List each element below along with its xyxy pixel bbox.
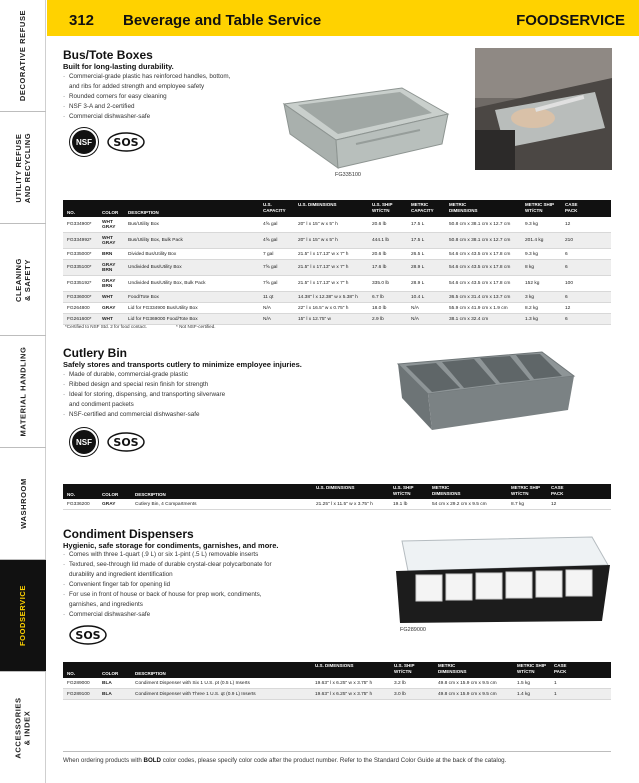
table-cell-no: FG261600* (67, 316, 92, 322)
table-cell-mdim: 50.8 cm x 38.1 cm x 12.7 cm (449, 238, 511, 243)
table-cell-no: FG334900* (67, 222, 92, 227)
table-cell-no: FG289000 (67, 680, 90, 686)
table-cell-dim: 20" l x 15" w x 5" h (298, 238, 338, 243)
column-header: U.S. DIMENSIONS (315, 663, 354, 668)
table-cell-mwt: 9.3 kg (525, 222, 539, 227)
table-cell-mdim: 38.1 cm x 32.4 cm (449, 316, 489, 322)
table-cell-wt: 19.1 lb (393, 501, 408, 507)
table-cell-pack: 1 (554, 691, 557, 697)
feature-item: and ribs for added strength and employee safety (69, 83, 205, 90)
column-header: NO. (67, 210, 76, 215)
feature-item: · NSF 3-A and 2-certified (63, 102, 230, 112)
page-number: 312 (69, 12, 95, 29)
table-cell-cap: 7⅝ gal (263, 281, 278, 286)
page-title: Beverage and Table Service (123, 12, 322, 29)
table-cell-mwt: 1.3 kg (525, 316, 539, 322)
condiment-dispenser-spec-table (63, 662, 611, 700)
table-cell-mdim: 54.6 cm x 43.5 cm x 17.8 cm (449, 265, 511, 270)
product-subtitle: Hygienic, safe storage for condiments, garnishes, and more. (63, 541, 279, 550)
table-cell-pack: 210 (565, 238, 574, 243)
column-header: METRIC DIMENSIONS (449, 202, 478, 213)
table-header (63, 662, 611, 678)
table-row (63, 217, 611, 233)
table-cell-desc: Bus/Utility Box, Bulk Pack (128, 238, 183, 243)
table-cell-color: BLA (102, 680, 112, 686)
table-cell-cap: 11 qt (263, 294, 274, 300)
table-cell-pack: 12 (565, 222, 571, 227)
feature-item: · Commercial dishwasher-safe (63, 112, 230, 122)
column-header: COLOR (102, 671, 119, 676)
table-cell-no: FG336200 (67, 501, 90, 507)
table-cell-dim: 21.5" l x 17.13" w x 7" h (298, 251, 349, 257)
table-cell-pack: 6 (565, 251, 568, 257)
column-header: DESCRIPTION (135, 492, 166, 497)
table-row (63, 233, 611, 249)
table-cell-desc: Lid for FG369000 Food/Tote Box (128, 316, 198, 322)
condiment-dispenser-image (388, 535, 614, 625)
table-cell-wt: 20.6 lb (372, 222, 387, 227)
column-header: METRIC SHIP WT/CTN (517, 663, 546, 674)
table-cell-cap: 4⅝ gal (263, 238, 278, 243)
table-cell-mcap: N/A (411, 316, 419, 322)
table-cell-desc: Cutlery Bin, 4 Compartments (135, 501, 197, 507)
table-row (63, 260, 611, 276)
table-cell-mcap: 17.5 L (411, 222, 425, 227)
cutlery-bin-image (392, 350, 578, 432)
column-header: U.S. DIMENSIONS (298, 202, 337, 207)
table-cell-color: GRAY (102, 501, 116, 507)
table-cell-desc: Undivided Bus/Utility Box (128, 265, 182, 270)
table-cell-color: GRAY BRN (102, 262, 116, 273)
column-header: METRIC SHIP WT/CTN (525, 202, 554, 213)
bus-box-spec-table (63, 200, 611, 325)
feature-item: garnishes, and ingredients (69, 601, 143, 608)
feature-list (63, 550, 272, 620)
table-cell-dim: 15" l x 12.75" w (298, 316, 332, 322)
table-cell-mdim: 49.8 cm x 15.9 cm x 9.5 cm (438, 691, 497, 697)
table-cell-mwt: 201.4 kg (525, 238, 544, 243)
table-cell-pack: 12 (551, 501, 557, 507)
column-header: METRIC DIMENSIONS (432, 485, 461, 496)
column-header: COLOR (102, 492, 119, 497)
table-cell-mdim: 55.9 cm x 41.9 cm x 1.9 cm (449, 305, 508, 311)
table-row (63, 303, 611, 314)
column-header: U.S. SHIP WT/CTN (372, 202, 393, 213)
table-cell-no: FG335192* (67, 281, 92, 286)
table-cell-mcap: N/A (411, 305, 419, 311)
table-cell-pack: 6 (565, 265, 568, 270)
feature-list (63, 370, 225, 420)
footnote: * Not NSF-certified. (176, 324, 216, 329)
feature-item: · Ideal for storing, dispensing, and transporting silverware (63, 390, 225, 400)
table-cell-mdim: 49.8 cm x 15.9 cm x 9.5 cm (438, 680, 497, 686)
sos-logo-icon (106, 131, 146, 153)
sos-logo-text: SOS (113, 136, 139, 149)
table-cell-mdim: 54 cm x 29.2 cm x 9.5 cm (432, 501, 487, 507)
feature-item: durability and ingredient identification (69, 571, 173, 578)
feature-item: · Commercial dishwasher-safe (63, 610, 272, 620)
table-cell-color: GRAY (102, 305, 116, 311)
cutlery-bin-spec-table (63, 484, 611, 510)
tab-washroom[interactable]: WASHROOM (0, 448, 46, 560)
feature-item: · Rounded corners for easy cleaning (63, 92, 230, 102)
feature-item: · Made of durable, commercial-grade plastic (63, 370, 225, 380)
feature-item: · Commercial-grade plastic has reinforced handles, bottom, (63, 72, 230, 82)
table-cell-mcap: 26.5 L (411, 251, 425, 257)
table-cell-mwt: 8.7 kg (511, 501, 525, 507)
feature-list (63, 72, 230, 122)
column-header: DESCRIPTION (128, 210, 159, 215)
column-header: METRIC SHIP WT/CTN (511, 485, 540, 496)
table-cell-cap: 7 gal (263, 251, 274, 257)
feature-item: and condiment packets (69, 401, 134, 408)
table-row (63, 499, 611, 510)
feature-item: · Convenient finger tab for opening lid (63, 580, 272, 590)
section-sidebar (0, 0, 46, 783)
table-cell-desc: Bus/Utility Box (128, 222, 159, 227)
nsf-certification-icon: NSF (70, 428, 98, 456)
table-cell-desc: Condiment Dispenser with Three 1 U.S. qt (0.9 L) Inserts (135, 691, 256, 697)
column-header: DESCRIPTION (135, 671, 166, 676)
table-cell-dim: 14.38" l x 12.38" w x 5.38" h (298, 294, 358, 300)
feature-item: · Ribbed design and special resin finish for strength (63, 380, 225, 390)
table-cell-dim: 21.5" l x 17.13" w x 7" h (298, 265, 349, 270)
table-row (63, 292, 611, 303)
feature-item: · NSF-certified and commercial dishwasher-safe (63, 410, 225, 420)
table-cell-mcap: 17.5 L (411, 238, 425, 243)
nsf-certification-icon: NSF (70, 128, 98, 156)
sos-logo-text: SOS (113, 436, 139, 449)
table-row (63, 249, 611, 260)
table-cell-mwt: 3 kg (525, 294, 535, 300)
table-header (63, 200, 611, 217)
tab-decorative-refuse[interactable]: DECORATIVE REFUSE (0, 0, 46, 112)
tab-accessories-index[interactable]: ACCESSORIES & INDEX (14, 696, 33, 759)
sos-logo-text: SOS (75, 629, 101, 642)
table-cell-dim: 19.63" l x 6.25" w x 3.75" h (315, 680, 373, 686)
table-cell-mcap: 28.9 L (411, 265, 425, 270)
table-cell-no: FG289100 (67, 691, 90, 697)
table-cell-color: WHT GRAY (102, 235, 116, 246)
column-header: CASE PACK (551, 485, 564, 496)
table-cell-mdim: 54.6 cm x 43.5 cm x 17.8 cm (449, 281, 511, 286)
table-cell-dim: 21.5" l x 17.13" w x 7" h (298, 281, 349, 286)
column-header: U.S. SHIP WT/CTN (394, 663, 415, 674)
table-cell-no: FG334992* (67, 238, 92, 243)
table-cell-mcap: 10.4 L (411, 294, 425, 300)
table-cell-pack: 6 (565, 316, 568, 322)
table-cell-wt: 20.6 lb (372, 251, 387, 257)
table-cell-mdim: 36.5 cm x 31.4 cm x 13.7 cm (449, 294, 511, 300)
table-cell-wt: 335.0 lb (372, 281, 390, 286)
table-cell-mdim: 50.8 cm x 38.1 cm x 12.7 cm (449, 222, 511, 227)
table-cell-dim: 19.63" l x 6.25" w x 3.75" h (315, 691, 373, 697)
table-cell-color: WHT (102, 294, 113, 300)
table-cell-wt: 6.7 lb (372, 294, 384, 300)
footnote: *Certified to NSF Std. 2 for food contact. (65, 324, 147, 329)
tab-foodservice[interactable]: FOODSERVICE (0, 560, 46, 672)
table-cell-no: FG335100* (67, 265, 92, 270)
table-cell-mwt: 1.4 kg (517, 691, 531, 697)
table-cell-wt: 2.9 lb (372, 316, 384, 322)
column-header: NO. (67, 492, 76, 497)
table-cell-pack: 6 (565, 294, 568, 300)
table-cell-color: BRN (102, 251, 113, 257)
table-cell-mwt: 152 kg (525, 281, 540, 286)
footer-divider (63, 751, 611, 752)
column-header: METRIC CAPACITY (411, 202, 434, 213)
table-cell-pack: 100 (565, 281, 574, 286)
table-row (63, 689, 611, 700)
image-caption: FG289000 (400, 627, 426, 633)
table-cell-dim: 20" l x 15" w x 5" h (298, 222, 338, 227)
table-cell-mdim: 54.6 cm x 43.5 cm x 17.8 cm (449, 251, 511, 257)
product-title: Condiment Dispensers (63, 527, 194, 541)
tab-cleaning-safety[interactable]: CLEANING & SAFETY (0, 224, 46, 336)
feature-item: · For use in front of house or back of house for prep work, condiments, (63, 590, 272, 600)
column-header: METRIC DIMENSIONS (438, 663, 467, 674)
table-cell-mwt: 9.3 kg (525, 251, 539, 257)
table-cell-wt: 17.6 lb (372, 265, 387, 270)
table-cell-mcap: 28.9 L (411, 281, 425, 286)
table-cell-no: FG264800 (67, 305, 90, 311)
table-cell-cap: N/A (263, 316, 271, 322)
table-cell-desc: Undivided Bus/Utility Box, Bulk Pack (128, 281, 206, 286)
column-header: NO. (67, 671, 76, 676)
table-cell-pack: 1 (554, 680, 557, 686)
table-row (63, 678, 611, 689)
tab-material-handling[interactable]: MATERIAL HANDLING (0, 336, 46, 448)
table-header (63, 484, 611, 499)
page-header (47, 0, 639, 36)
table-cell-desc: Lid for FG334900 Bus/Utility Box (128, 305, 198, 311)
product-title: Bus/Tote Boxes (63, 48, 153, 62)
table-cell-dim: 22" l x 16.5" w x 0.75" h (298, 305, 349, 311)
table-body (63, 499, 611, 510)
table-cell-cap: N/A (263, 305, 271, 311)
column-header: CASE PACK (565, 202, 578, 213)
table-body (63, 217, 611, 325)
table-body (63, 678, 611, 700)
table-row (63, 276, 611, 292)
table-cell-cap: 4⅝ gal (263, 222, 278, 227)
product-subtitle: Safely stores and transports cutlery to minimize employee injuries. (63, 360, 302, 369)
table-cell-color: BLA (102, 691, 112, 697)
table-cell-color: WHT GRAY (102, 219, 116, 230)
product-title: Cutlery Bin (63, 346, 128, 360)
sos-logo-icon (68, 624, 108, 646)
table-cell-wt: 3.2 lb (394, 680, 406, 686)
section-name: FOODSERVICE (516, 12, 625, 29)
table-cell-desc: Condiment Dispenser with Six 1 U.S. pt (0.5 L) Inserts (135, 680, 250, 686)
table-cell-color: GRAY BRN (102, 278, 116, 289)
column-header: CASE PACK (554, 663, 567, 674)
table-cell-wt: 18.0 lb (372, 305, 387, 311)
column-header: U.S. SHIP WT/CTN (393, 485, 414, 496)
table-cell-mwt: 1.5 kg (517, 680, 531, 686)
table-cell-color: WHT (102, 316, 113, 322)
bus-box-image (270, 84, 454, 170)
image-caption: FG335100 (335, 172, 361, 178)
column-header: U.S. CAPACITY (263, 202, 286, 213)
feature-item: · Textured, see-through lid made of durable crystal-clear polycarbonate for (63, 560, 272, 570)
feature-item: · Comes with three 1-quart (.9 L) or six 1-pint (.5 L) removable inserts (63, 550, 272, 560)
table-cell-pack: 12 (565, 305, 571, 311)
table-cell-no: FG336000* (67, 294, 92, 300)
table-cell-mwt: 8.2 kg (525, 305, 539, 311)
table-cell-wt: 3.0 lb (394, 691, 406, 697)
sos-logo-icon (106, 431, 146, 453)
table-cell-dim: 21.25" l x 11.5" w x 3.75" h (316, 501, 373, 507)
table-cell-wt: 444.1 lb (372, 238, 390, 243)
ordering-note: When ordering products with BOLD color codes, please specify color code after the product number. Refer to the Standard Color Guide at the back of the catalog. (63, 757, 507, 764)
table-cell-mwt: 8 kg (525, 265, 535, 270)
table-cell-desc: Food/Tote Box (128, 294, 159, 300)
bus-boy-photo (475, 48, 612, 170)
table-cell-cap: 7⅝ gal (263, 265, 278, 270)
tab-utility-refuse[interactable]: UTILITY REFUSE AND RECYCLING (0, 112, 46, 224)
table-cell-desc: Divided Bus/Utility Box (128, 251, 177, 257)
table-cell-no: FG335000* (67, 251, 92, 257)
column-header: U.S. DIMENSIONS (316, 485, 355, 490)
column-header: COLOR (102, 210, 119, 215)
product-subtitle: Built for long-lasting durability. (63, 62, 174, 71)
